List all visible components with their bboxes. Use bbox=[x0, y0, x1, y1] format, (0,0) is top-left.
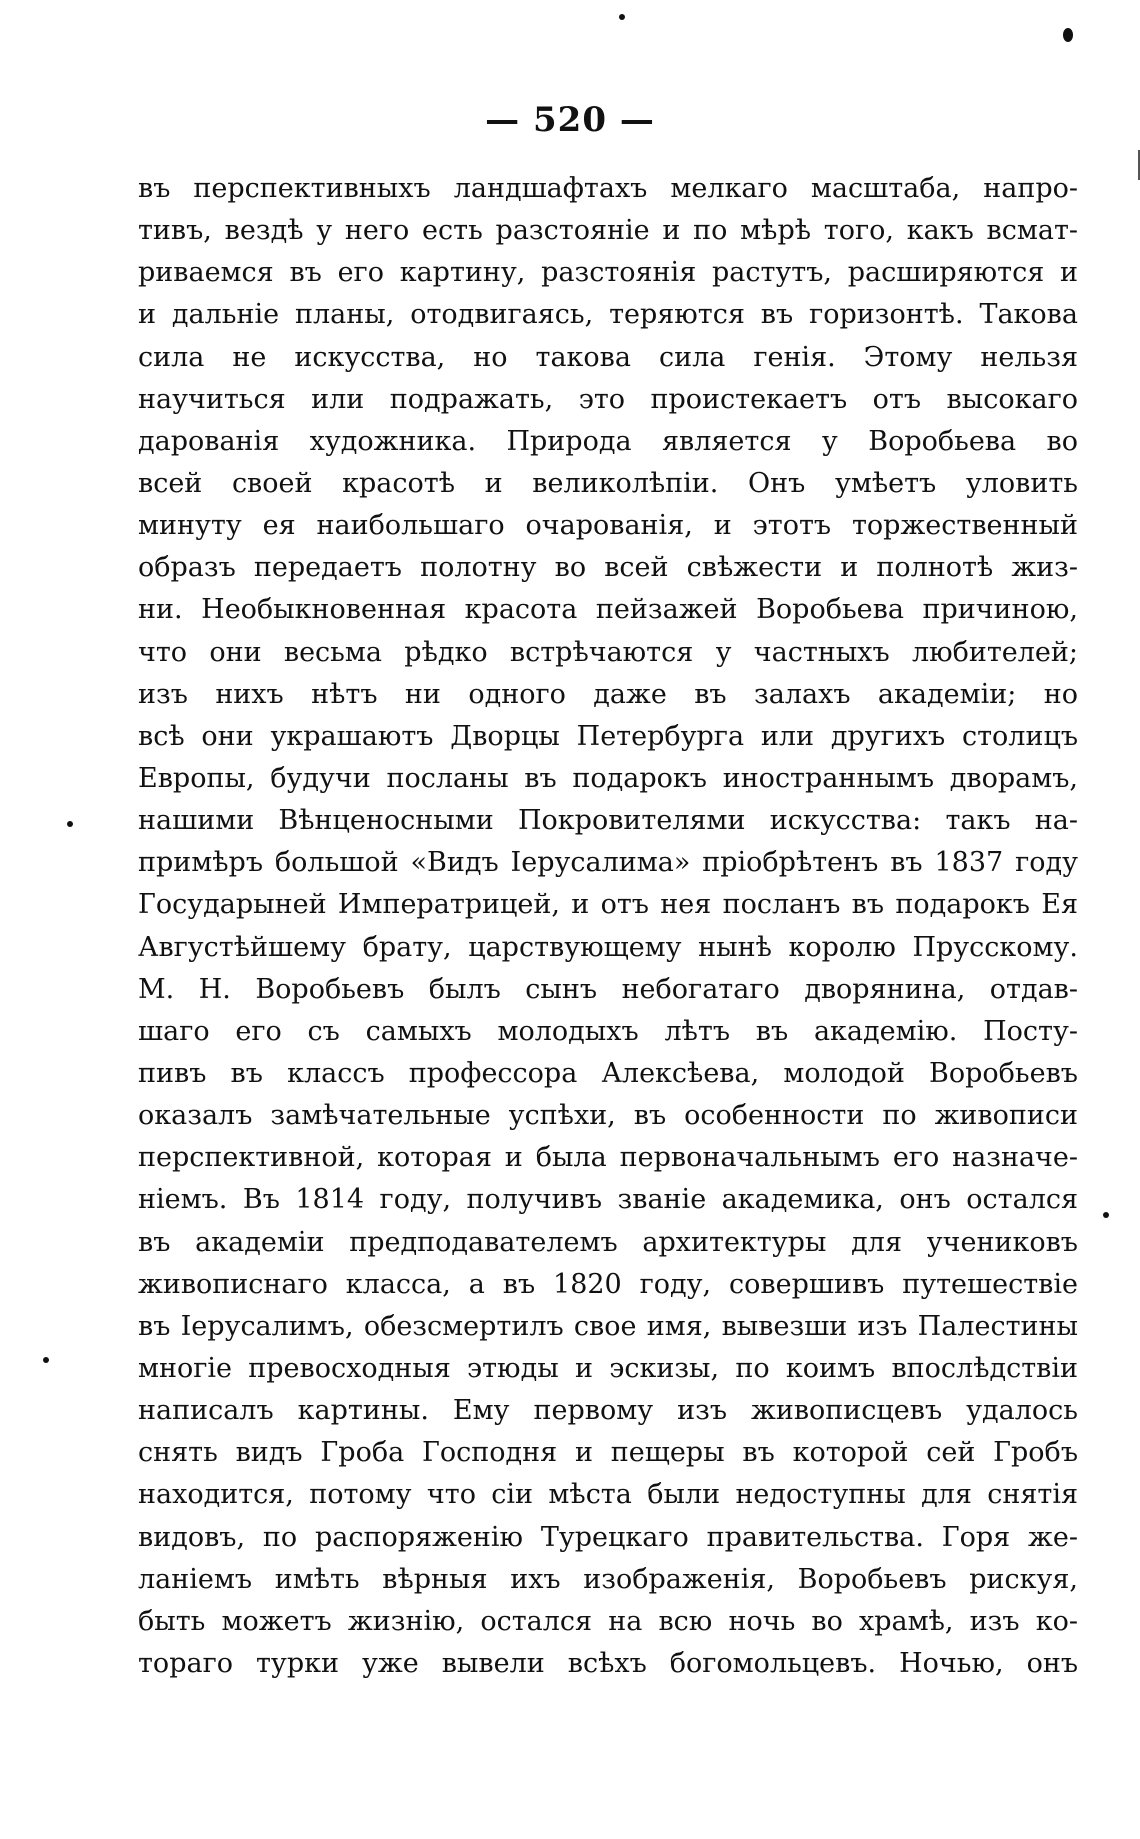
text-line: видовъ, по распоряженію Турецкаго правительства. Горя же- bbox=[138, 1521, 1078, 1553]
text-line: Августѣйшему брату, царствующему нынѣ королю Прусскому. bbox=[138, 931, 1078, 963]
text-line: шаго его съ самыхъ молодыхъ лѣтъ въ академію. Посту- bbox=[138, 1015, 1078, 1047]
text-line: примѣръ большой «Видъ Іерусалима» пріобрѣтенъ въ 1837 году bbox=[138, 847, 1078, 879]
text-line: Европы, будучи посланы въ подарокъ иностраннымъ дворамъ, bbox=[138, 762, 1078, 794]
text-line: ніемъ. Въ 1814 году, получивъ званіе академика, онъ остался bbox=[138, 1184, 1078, 1216]
text-line: М. Н. Воробьевъ былъ сынъ небогатаго дворянина, отдав- bbox=[138, 973, 1078, 1005]
ink-speck bbox=[67, 821, 73, 827]
page-number: — 520 — bbox=[485, 100, 655, 140]
text-line: находится, потому что сіи мѣста были недоступны для снятія bbox=[138, 1479, 1078, 1511]
text-line: оказалъ замѣчательные успѣхи, въ особенности по живописи bbox=[138, 1100, 1078, 1132]
text-line: написалъ картины. Ему первому изъ живописцевъ удалось bbox=[138, 1395, 1078, 1427]
ink-speck bbox=[1103, 1212, 1109, 1218]
ink-speck bbox=[43, 1357, 49, 1363]
text-line: снять видъ Гроба Господня и пещеры въ которой сей Гробъ bbox=[138, 1437, 1078, 1469]
text-line: сила не искусства, но такова сила генія. Этому нельзя bbox=[138, 341, 1078, 373]
text-line: перспективной, которая и была первоначальнымъ его назначе- bbox=[138, 1142, 1078, 1174]
text-line: минуту ея наибольшаго очарованія, и этотъ торжественный bbox=[138, 510, 1078, 542]
text-line: живописнаго класса, а въ 1820 году, совершивъ путешествіе bbox=[138, 1268, 1078, 1300]
text-line: изъ нихъ нѣтъ ни одного даже въ залахъ академіи; но bbox=[138, 678, 1078, 710]
text-line: въ Іерусалимъ, обезсмертилъ свое имя, вывезши изъ Палестины bbox=[138, 1310, 1078, 1342]
ink-speck bbox=[1063, 28, 1073, 42]
text-line: всей своей красотѣ и великолѣпіи. Онъ умѣетъ уловить bbox=[138, 467, 1078, 499]
text-line: и дальніе планы, отодвигаясь, теряются въ горизонтѣ. Такова bbox=[138, 299, 1078, 331]
text-line: тораго турки уже вывели всѣхъ богомольцевъ. Ночью, онъ bbox=[138, 1647, 1078, 1679]
text-line: нашими Вѣнценосными Покровителями искусства: такъ на- bbox=[138, 805, 1078, 837]
text-line: въ академіи предподавателемъ архитектуры для учениковъ bbox=[138, 1226, 1078, 1258]
text-line: что они весьма рѣдко встрѣчаются у частныхъ любителей; bbox=[138, 636, 1078, 668]
text-line: дарованія художника. Природа является у Воробьева во bbox=[138, 425, 1078, 457]
text-line: тивъ, вездѣ у него есть разстояніе и по мѣрѣ того, какъ всмат- bbox=[138, 215, 1078, 247]
text-line: Государыней Императрицей, и отъ нея посланъ въ подарокъ Ея bbox=[138, 889, 1078, 921]
text-line: быть можетъ жизнію, остался на всю ночь во храмѣ, изъ ко- bbox=[138, 1605, 1078, 1637]
ink-speck bbox=[619, 14, 625, 20]
text-line: ни. Необыкновенная красота пейзажей Воробьева причиною, bbox=[138, 594, 1078, 626]
text-line: ланіемъ имѣть вѣрныя ихъ изображенія, Воробьевъ рискуя, bbox=[138, 1563, 1078, 1595]
text-line: въ перспективныхъ ландшафтахъ мелкаго масштаба, напро- bbox=[138, 173, 1078, 204]
text-line: многіе превосходныя этюды и эскизы, по коимъ впослѣдствіи bbox=[138, 1352, 1078, 1384]
text-line: пивъ въ классъ профессора Алексѣева, молодой Воробьевъ bbox=[138, 1057, 1078, 1089]
text-line: всѣ они украшаютъ Дворцы Петербурга или другихъ столицъ bbox=[138, 720, 1078, 752]
text-line: научиться или подражать, это проистекаетъ отъ высокаго bbox=[138, 383, 1078, 415]
text-line: риваемся въ его картину, разстоянія растутъ, расширяются и bbox=[138, 257, 1078, 289]
body-text bbox=[138, 168, 1078, 1685]
text-line: образъ передаетъ полотну во всей свѣжести и полнотѣ жиз- bbox=[138, 552, 1078, 584]
